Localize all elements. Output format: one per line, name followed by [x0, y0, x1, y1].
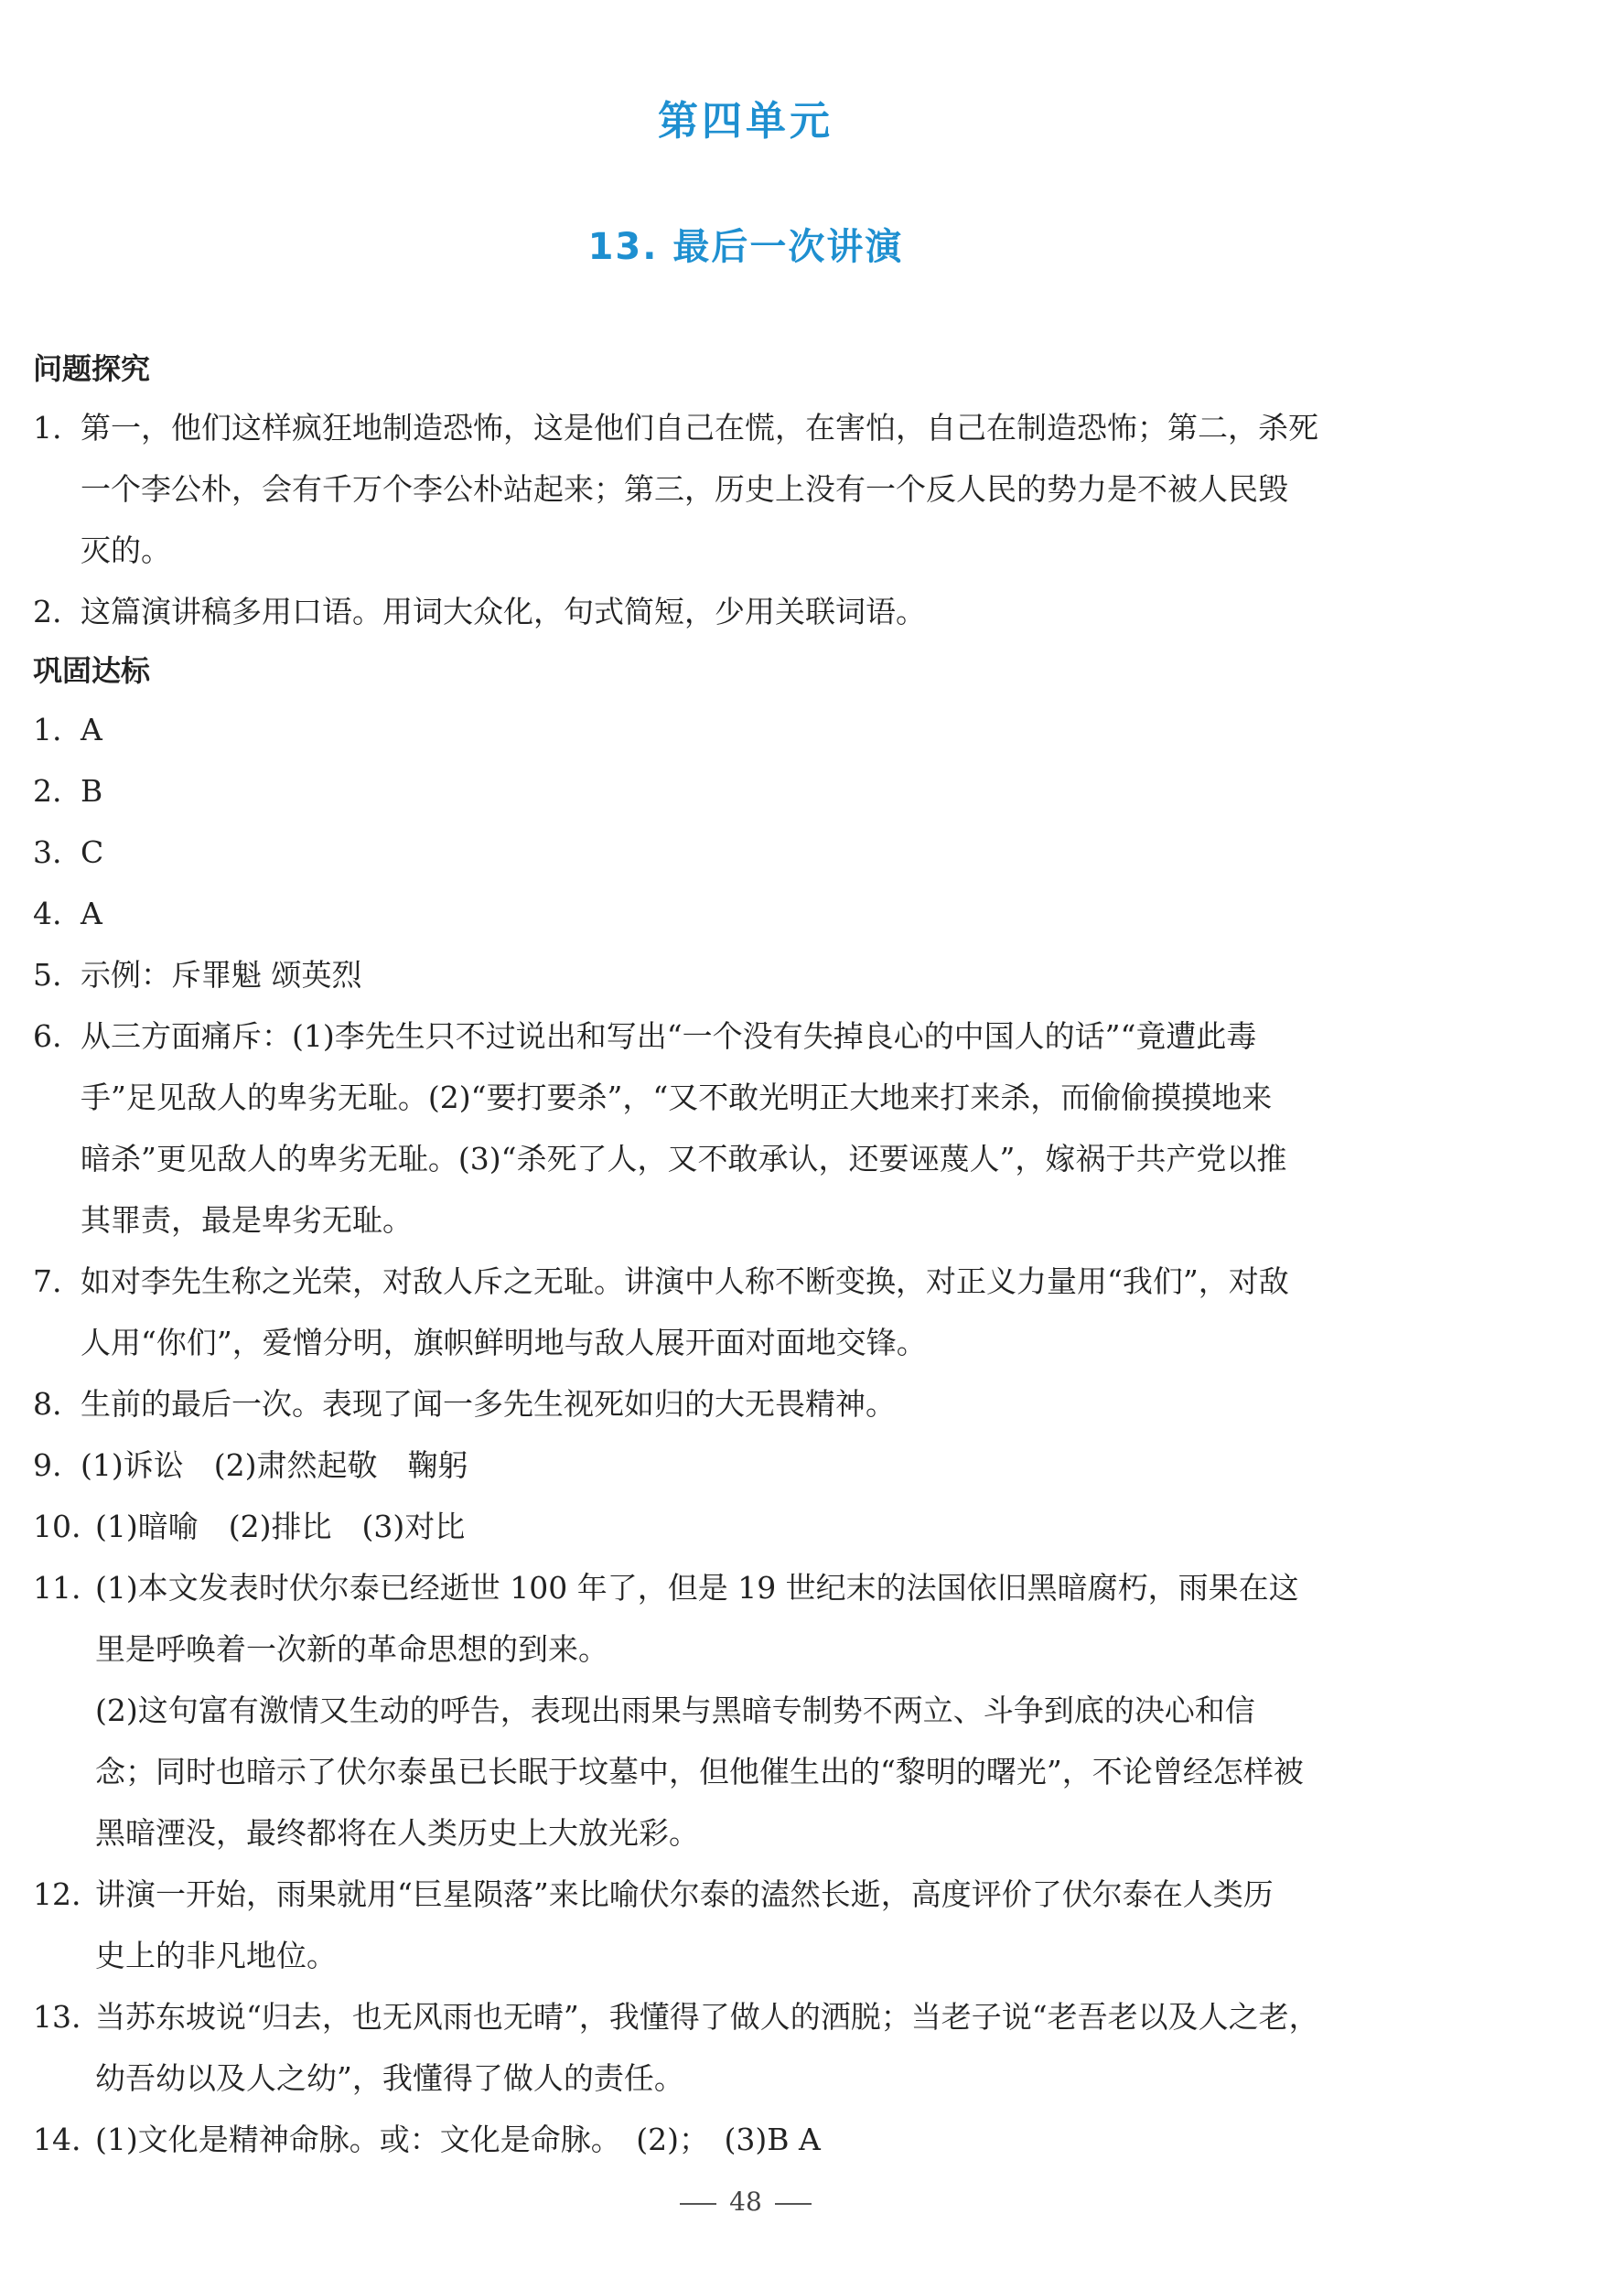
answer-text-line: 史上的非凡地位。	[95, 1938, 337, 1973]
answer-text-line: 里是呼唤着一次新的革命思想的到来。	[95, 1631, 608, 1667]
answer-item	[33, 1435, 1460, 1496]
answer-item	[33, 944, 1460, 1005]
answer-number: 8.	[33, 1386, 62, 1422]
answer-item	[33, 1986, 1460, 2109]
section-heading: 巩固达标	[33, 653, 151, 688]
answer-item	[33, 1251, 1460, 1373]
answer-text-line: 示例：斥罪魁 颂英烈	[81, 957, 362, 993]
answer-text-line: 当苏东坡说“归去，也无风雨也无晴”，我懂得了做人的洒脱；当老子说“老吾老以及人之老，	[95, 1999, 1319, 2035]
answer-text-line: B	[81, 773, 103, 809]
answer-text-line: 念；同时也暗示了伏尔泰虽已长眠于坟墓中，但他催生出的“黎明的曙光”，不论曾经怎样被	[95, 1754, 1304, 1789]
answer-text-line: 这篇演讲稿多用口语。用词大众化，句式简短，少用关联词语。	[81, 594, 926, 629]
answer-number: 1.	[33, 712, 62, 747]
answer-text-line: (2)这句富有激情又生动的呼告，表现出雨果与黑暗专制势不两立、斗争到底的决心和信	[95, 1693, 1255, 1728]
answer-number: 7.	[33, 1263, 62, 1299]
answer-number: 12.	[33, 1876, 81, 1912]
answer-number: 14.	[33, 2122, 81, 2157]
answer-item	[33, 1373, 1460, 1435]
answer-item	[33, 1496, 1460, 1557]
answer-item	[33, 1864, 1460, 1986]
answer-text-line: 讲演一开始，雨果就用“巨星陨落”来比喻伏尔泰的溘然长逝，高度评价了伏尔泰在人类历	[95, 1876, 1274, 1912]
page-number: 48	[729, 2187, 762, 2217]
answer-item	[33, 397, 1460, 581]
answer-text-line: (1)诉讼 (2)肃然起敬 鞠躬	[81, 1447, 468, 1483]
answer-text-line: 幼吾幼以及人之幼”，我懂得了做人的责任。	[95, 2060, 684, 2096]
footer-dash-left	[680, 2203, 716, 2205]
answer-number: 4.	[33, 896, 62, 931]
answer-text-line: 其罪责，最是卑劣无耻。	[81, 1202, 413, 1238]
answer-number: 2.	[33, 773, 62, 809]
answer-item	[33, 581, 1460, 642]
unit-title: 第四单元	[658, 98, 834, 145]
answer-text-line: 暗杀”更见敌人的卑劣无耻。(3)“杀死了人，又不敢承认，还要诬蔑人”，嫁祸于共产党以推	[81, 1141, 1287, 1177]
section-heading: 问题探究	[33, 351, 151, 386]
answer-item	[33, 1557, 1460, 1864]
answer-number: 2.	[33, 594, 62, 629]
answer-text-line: 从三方面痛斥：(1)李先生只不过说出和写出“一个没有失掉良心的中国人的话”“竟遭此毒	[81, 1018, 1257, 1054]
answer-text-line: 灭的。	[81, 532, 171, 568]
answer-text-line: 手”足见敌人的卑劣无耻。(2)“要打要杀”，“又不敢光明正大地来打来杀，而偷偷摸摸地来	[81, 1080, 1273, 1115]
answer-item	[33, 822, 1460, 883]
page-footer	[0, 2187, 1491, 2217]
answer-text-line: 如对李先生称之光荣，对敌人斥之无耻。讲演中人称不断变换，对正义力量用“我们”，对敌	[81, 1263, 1289, 1299]
answer-text-line: A	[81, 712, 102, 747]
answer-text-line: 人用“你们”，爱憎分明，旗帜鲜明地与敌人展开面对面地交锋。	[81, 1325, 927, 1360]
answer-text-line: (1)暗喻 (2)排比 (3)对比	[95, 1509, 466, 1544]
answer-number: 13.	[33, 1999, 81, 2035]
answer-text-line: 第一，他们这样疯狂地制造恐怖，这是他们自己在慌，在害怕，自己在制造恐怖；第二，杀死	[81, 410, 1318, 446]
answer-item	[33, 2109, 1460, 2170]
answer-number: 5.	[33, 957, 62, 993]
answer-number: 3.	[33, 834, 62, 870]
answer-item	[33, 883, 1460, 944]
lesson-title: 13. 最后一次讲演	[587, 226, 904, 268]
answer-text-line: A	[81, 896, 102, 931]
answer-text-line: (1)本文发表时伏尔泰已经逝世 100 年了，但是 19 世纪末的法国依旧黑暗腐朽，雨果在这	[95, 1570, 1299, 1606]
answer-number: 10.	[33, 1509, 81, 1544]
answer-number: 1.	[33, 410, 62, 446]
answer-item	[33, 760, 1460, 822]
answer-item	[33, 699, 1460, 760]
answer-number: 6.	[33, 1018, 62, 1054]
answer-text-line: C	[81, 834, 104, 870]
answer-number: 11.	[33, 1570, 81, 1606]
answer-text-line: 黑暗湮没，最终都将在人类历史上大放光彩。	[95, 1815, 699, 1851]
answer-item	[33, 1005, 1460, 1251]
answer-number: 9.	[33, 1447, 62, 1483]
answer-text-line: (1)文化是精神命脉。或：文化是命脉。 (2)； (3)B A	[95, 2122, 821, 2157]
answer-content	[33, 340, 1460, 2170]
footer-dash-right	[775, 2203, 812, 2205]
answer-text-line: 生前的最后一次。表现了闻一多先生视死如归的大无畏精神。	[81, 1386, 896, 1422]
answer-text-line: 一个李公朴，会有千万个李公朴站起来；第三，历史上没有一个反人民的势力是不被人民毁	[81, 471, 1288, 507]
